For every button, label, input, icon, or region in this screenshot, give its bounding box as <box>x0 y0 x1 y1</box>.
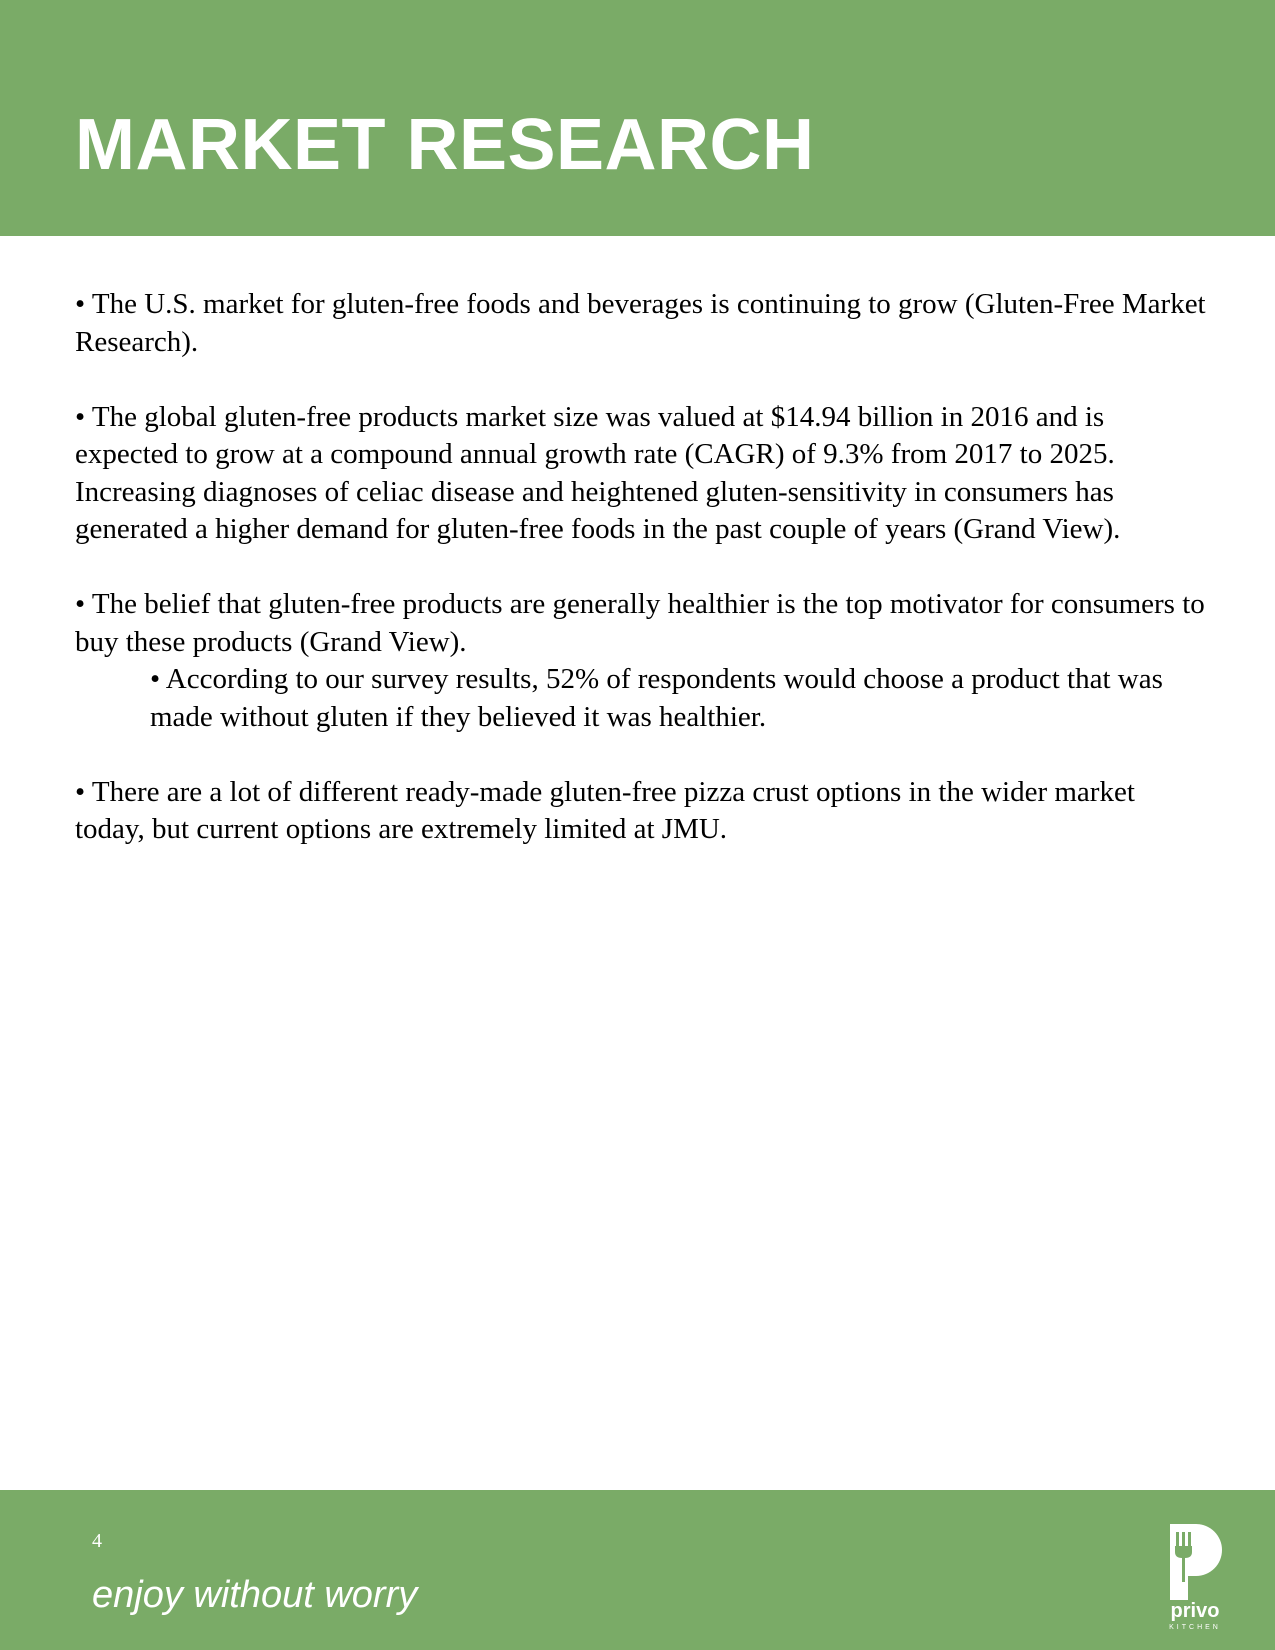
main-content <box>75 286 1210 886</box>
brand-logo <box>1160 1520 1240 1640</box>
logo-wordmark: privo <box>1170 1600 1220 1622</box>
header-banner <box>0 0 1275 236</box>
logo-subtitle: KITCHEN <box>1169 1624 1221 1631</box>
logo-p-fork-icon <box>1160 1520 1230 1600</box>
bullet-paragraph-3: • The belief that gluten-free products are generally healthier is the top motivator for consumers to buy these products (Grand View). <box>75 588 1205 658</box>
sub-bullet-paragraph-3: • According to our survey results, 52% of respondents would choose a product that was made without gluten if they believed it was healthier. <box>150 663 1163 733</box>
bullet-paragraph-1: • The U.S. market for gluten-free foods and beverages is continuing to grow (Gluten-Free Market Research). <box>75 288 1206 358</box>
footer-banner <box>0 1490 1275 1650</box>
bullet-paragraph-4: • There are a lot of different ready-made gluten-free pizza crust options in the wider market today, but current options are extremely limited at JMU. <box>75 775 1135 845</box>
page-title: MARKET RESEARCH <box>75 105 815 185</box>
page-number: 4 <box>92 1530 102 1552</box>
tagline: enjoy without worry <box>92 1574 418 1616</box>
bullet-group-3 <box>75 586 1210 736</box>
bullet-paragraph-2: • The global gluten-free products market size was valued at $14.94 billion in 2016 and is expected to grow at a compound annual growth rate (CAGR) of 9.3% from 2017 to 2025. Increasing diagnoses of celiac disease and heightened gluten-sensitivity in consumers has generated a higher demand for gluten-free foods in the past couple of years (Grand View). <box>75 400 1121 545</box>
